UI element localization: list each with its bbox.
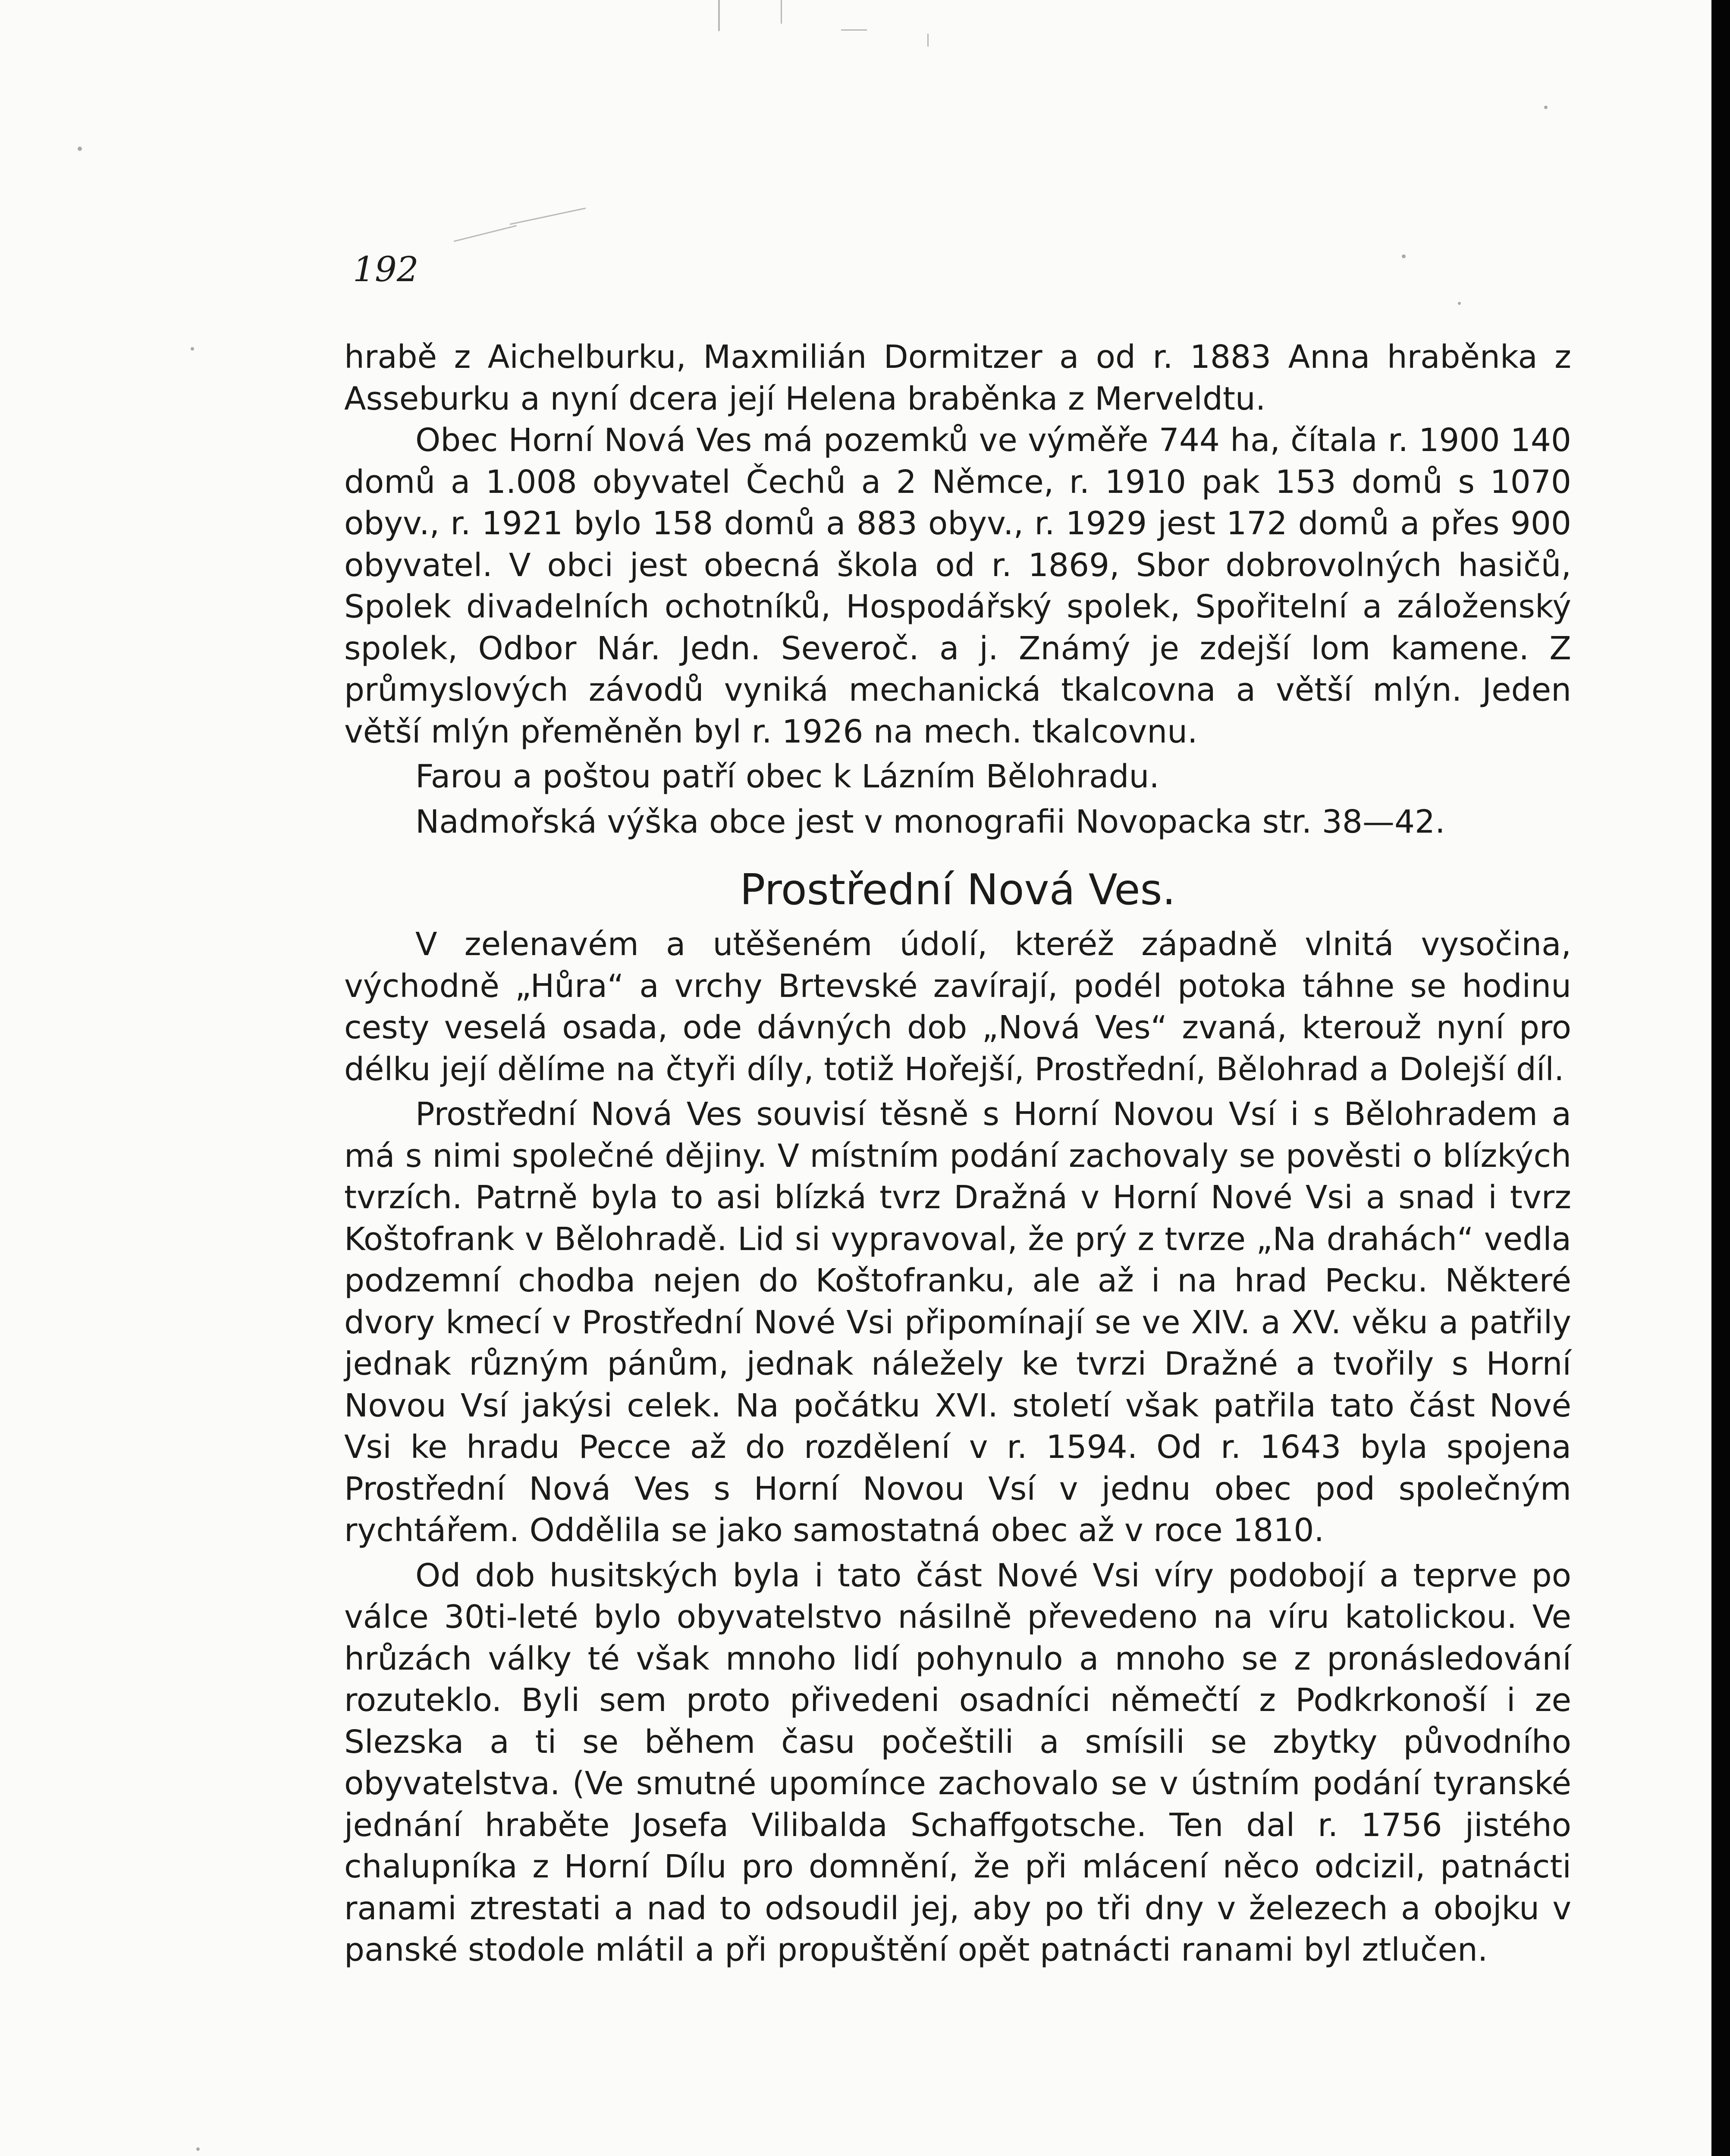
page-body (344, 336, 1571, 1971)
paragraph: V zelenavém a utěšeném údolí, kteréž západně vlnitá vysočina, východně „Hůra“ a vrchy Brtevské zavírají, podél potoka táhne se hodinu cesty veselá osada, ode dávných dob „Nová Ves“ zvaná, kterouž nyní pro délku její dělíme na čtyři díly, totiž Hořejší, Prostřední, Bělohrad a Dolejší díl. (344, 926, 1571, 1088)
scan-border (1711, 0, 1730, 2156)
paragraph: Od dob husitských byla i tato část Nové Vsi víry podobojí a teprve po válce 30ti-leté bylo obyvatelstvo násilně převedeno na víru katolickou. Ve hrůzách války té však mnoho lidí pohynulo a mnoho se z pronásledování rozuteklo. Byli sem proto přivedeni osadníci němečtí z Podkrkonoší i ze Slezska a ti se během času počeštili a smísili se zbytky původního obyvatelstva. (Ve smutné upomínce zachovalo se v ústním podání tyranské jednání hraběte Josefa Vilibalda Schaffgotsche. Ten dal r. 1756 jistého chalupníka z Horní Dílu pro domnění, že při mlácení něco odcizil, patnácti ranami ztrestati a nad to odsoudil jej, aby po tři dny v železech a obojku v panské stodole mlátil a při propuštění opět patnácti ranami byl ztlučen. (344, 1557, 1571, 1968)
scan-artifact (196, 2147, 200, 2151)
paragraph: Nadmořská výška obce jest v monografii Novopacka str. 38—42. (415, 803, 1445, 840)
scan-artifact (781, 0, 782, 24)
paragraph: hrabě z Aichelburku, Maxmilián Dormitzer a od r. 1883 Anna hraběnka z Asseburku a nyní dcera její Helena braběnka z Merveldtu. (344, 338, 1571, 417)
section-heading: Prostřední Nová Ves. (740, 865, 1176, 915)
scan-artifact (841, 29, 867, 31)
scan-artifact (1402, 254, 1406, 258)
scan-artifact (1458, 302, 1461, 305)
scan-artifact (1544, 106, 1548, 109)
scan-artifact (454, 225, 517, 242)
scan-artifact (78, 147, 82, 151)
scan-artifact (718, 0, 720, 31)
paragraph: Obec Horní Nová Ves má pozemků ve výměře 744 ha, čítala r. 1900 140 domů a 1.008 obyvatel Čechů a 2 Němce, r. 1910 pak 153 domů s 1070 obyv., r. 1921 bylo 158 domů a 883 obyv., r. 1929 jest 172 domů a přes 900 obyvatel. V obci jest obecná škola od r. 1869, Sbor dobrovolných hasičů, Spolek divadelních ochotníků, Hospodářský spolek, Spořitelní a záloženský spolek, Odbor Nár. Jedn. Severoč. a j. Známý je zdejší lom kamene. Z průmyslových závodů vyniká mechanická tkalcovna a větší mlýn. Jeden větší mlýn přeměněn byl r. 1926 na mech. tkalcovnu. (344, 422, 1571, 750)
scan-artifact (191, 347, 194, 351)
page-number: 192 (353, 249, 419, 289)
scan-artifact (510, 207, 586, 225)
paragraph: Prostřední Nová Ves souvisí těsně s Horní Novou Vsí i s Bělohradem a má s nimi společné dějiny. V místním podání zachovaly se pověsti o blízkých tvrzích. Patrně byla to asi blízká tvrz Dražná v Horní Nové Vsi a snad i tvrz Koštofrank v Bělohradě. Lid si vypravoval, že prý z tvrze „Na drahách“ vedla podzemní chodba nejen do Koštofranku, ale až i na hrad Pecku. Některé dvory kmecí v Prostřední Nové Vsi připomínají se ve XIV. a XV. věku a patřily jednak různým pánům, jednak náležely ke tvrzi Dražné a tvořily s Horní Novou Vsí jakýsi celek. Na počátku XVI. století však patřila tato část Nové Vsi ke hradu Pecce až do rozdělení v r. 1594. Od r. 1643 byla spojena Prostřední Nová Ves s Horní Novou Vsí v jednu obec pod společným rychtářem. Oddělila se jako samostatná obec až v roce 1810. (344, 1096, 1571, 1549)
scan-artifact (927, 34, 929, 47)
paragraph: Farou a poštou patří obec k Lázním Bělohradu. (415, 758, 1159, 795)
